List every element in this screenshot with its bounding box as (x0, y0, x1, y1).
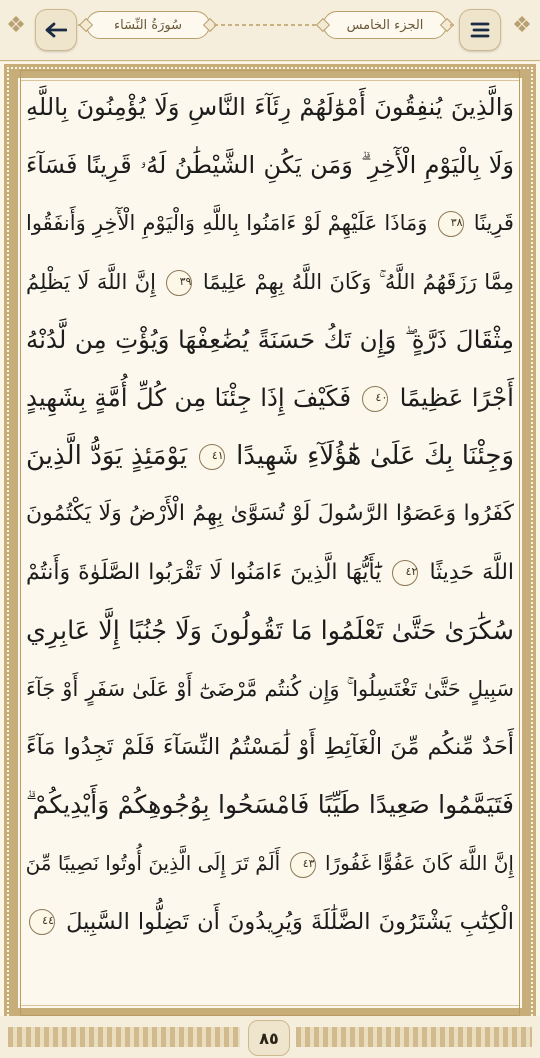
verse-text: كَفَرُوا وَعَصَوُا الرَّسُولَ لَوْ تُسَوَّىٰ بِهِمُ الْأَرْضُ وَلَا يَكْتُمُونَ (26, 501, 514, 527)
verse-line[interactable] (20, 776, 520, 834)
verse-text: يَٰٓأَيُّهَا الَّذِينَ ءَامَنُوا لَا تَقْرَبُوا الصَّلَوٰةَ وَأَنتُمْ (26, 559, 382, 585)
verse-text: سُكَٰرَىٰ حَتَّىٰ تَعْلَمُوا مَا تَقُولُونَ وَلَا جُنُبًا إِلَّا عَابِرِي (26, 615, 514, 646)
header-ornament (450, 24, 456, 26)
verse-text: مِثْقَالَ ذَرَّةٍ ۖ وَإِن تَكُ حَسَنَةً يُضَٰعِفْهَا وَيُؤْتِ مِن لَّدُنْهُ (26, 324, 514, 354)
verse-text: أَلَمْ تَرَ إِلَى الَّذِينَ أُوتُوا نَصِيبًا مِّنَ (25, 851, 281, 876)
ayah-number-marker[interactable]: ٣٨ (438, 211, 464, 237)
header-ornament (214, 24, 318, 26)
verse-line[interactable] (20, 369, 520, 427)
verse-text: اللَّهَ حَدِيثًا (429, 559, 515, 585)
verse-line[interactable] (20, 427, 520, 485)
verse-text: قَرِينًا (473, 211, 514, 236)
verse-text: إِنَّ اللَّهَ لَا يَظْلِمُ (26, 269, 156, 294)
verse-line[interactable] (20, 660, 520, 718)
footer-ornament (8, 1027, 240, 1047)
verse-text: وَجِئْنَا بِكَ عَلَىٰ هَٰٓؤُلَآءِ شَهِيدًا (236, 441, 515, 472)
bottom-bar (0, 1016, 540, 1058)
verse-line[interactable] (20, 718, 520, 776)
verse-text-area[interactable] (20, 78, 520, 1010)
ayah-number-marker[interactable]: ٤٠ (362, 386, 388, 412)
verse-text: يَوْمَئِذٍ يَوَدُّ الَّذِينَ (26, 441, 188, 472)
verse-line[interactable] (20, 136, 520, 194)
verse-line[interactable] (20, 893, 520, 951)
arrow-left-icon (45, 22, 67, 38)
verse-line[interactable] (20, 602, 520, 660)
page-number: ٨٥ (248, 1020, 290, 1056)
corner-ornament-icon: ❖ (512, 13, 532, 38)
ayah-number-marker[interactable]: ٤٢ (392, 560, 418, 586)
verse-text: إِنَّ اللَّهَ كَانَ عَفُوًّا غَفُورًا (324, 851, 514, 876)
verse-text: وَلَا بِالْيَوْمِ الْأٓخِرِ ۗ وَمَن يَكُنِ الشَّيْطَٰنُ لَهُۥ قَرِينًا فَسَآءَ (26, 151, 514, 180)
footer-ornament (296, 1027, 532, 1047)
corner-ornament-icon: ❖ (6, 13, 26, 38)
verse-line[interactable] (20, 194, 520, 252)
verse-line[interactable] (20, 485, 520, 543)
ayah-number-marker[interactable]: ٤٣ (290, 852, 316, 878)
hamburger-menu-icon (470, 22, 490, 38)
verse-line[interactable] (20, 834, 520, 892)
surah-name-plaque (86, 11, 210, 39)
verse-text: وَالَّذِينَ يُنفِقُونَ أَمْوَٰلَهُمْ رِئَآءَ النَّاسِ وَلَا يُؤْمِنُونَ بِاللَّهِ (26, 93, 514, 121)
juz-name: الجزء الخامس (346, 17, 424, 33)
verse-line[interactable] (20, 311, 520, 369)
verse-text: أَجْرًا عَظِيمًا (399, 382, 514, 412)
back-button[interactable] (35, 9, 77, 51)
surah-name: سُورَةُ النِّسَاء (114, 17, 182, 33)
top-bar (0, 0, 540, 62)
verse-line[interactable] (20, 544, 520, 602)
ayah-number-marker[interactable]: ٤٤ (29, 909, 55, 935)
ayah-number-marker[interactable]: ٤١ (199, 444, 225, 470)
verse-line[interactable] (20, 78, 520, 136)
juz-name-plaque (323, 11, 447, 39)
verse-text: فَتَيَمَّمُوا صَعِيدًا طَيِّبًا فَامْسَحُوا بِوُجُوهِكُمْ وَأَيْدِيكُمْ ۗ (26, 790, 514, 820)
verse-text: فَكَيْفَ إِذَا جِئْنَا مِن كُلِّ أُمَّةٍ بِشَهِيدٍ (26, 382, 352, 412)
menu-button[interactable] (459, 9, 501, 51)
verse-line[interactable] (20, 253, 520, 311)
verse-text: الْكِتَٰبِ يَشْتَرُونَ الضَّلَٰلَةَ وَيُرِيدُونَ أَن تَضِلُّوا السَّبِيلَ (66, 908, 514, 935)
verse-text: سَبِيلٍ حَتَّىٰ تَغْتَسِلُوا ۚ وَإِن كُنتُم مَّرْضَىٰٓ أَوْ عَلَىٰ سَفَرٍ أَوْ جَآءَ (26, 676, 514, 701)
verse-text: وَمَاذَا عَلَيْهِمْ لَوْ ءَامَنُوا بِاللَّهِ وَالْيَوْمِ الْأٓخِرِ وَأَنفَقُوا (26, 211, 428, 236)
ayah-number-marker[interactable]: ٣٩ (166, 270, 192, 296)
verse-text: أَحَدٌ مِّنكُم مِّنَ الْغَآئِطِ أَوْ لَٰمَسْتُمُ النِّسَآءَ فَلَمْ تَجِدُوا مَآءً (26, 734, 514, 761)
verse-text: مِمَّا رَزَقَهُمُ اللَّهُ ۚ وَكَانَ اللَّهُ بِهِمْ عَلِيمًا (202, 269, 514, 294)
